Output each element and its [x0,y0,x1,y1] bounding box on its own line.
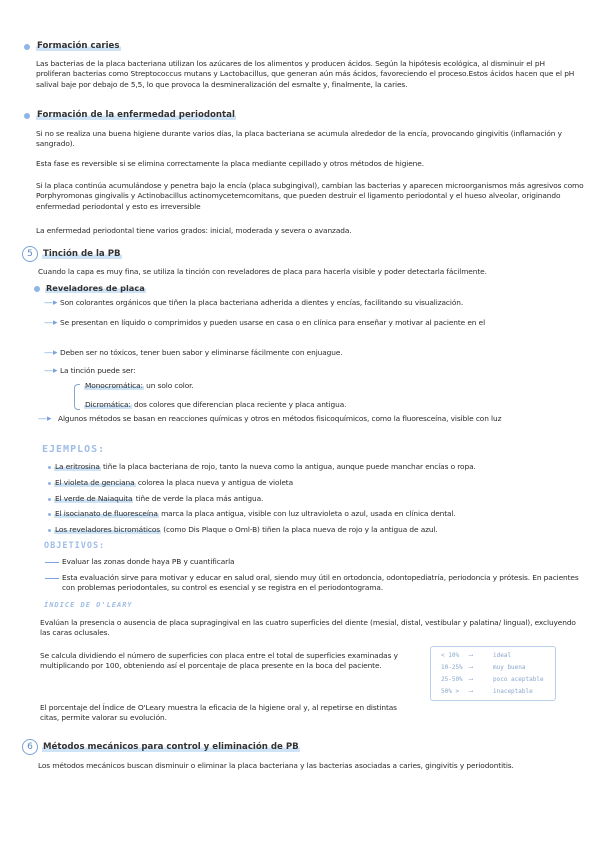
section-title-periodontal: Formación de la enfermedad periodontal [37,110,235,120]
ejemplo-item: Los reveladores bicromáticos (como Dis Plaque o Oml-B) tiñen la placa nueva de rojo y la antigua de azul. [55,525,438,534]
oleary-p2: Se calcula dividiendo el número de superficies con placa entre el total de superficies examinadas y multiplicando por 100, obteniendo así el porcentaje de placa presente en la boca del paciente. [40,651,398,671]
tincion-intro: Cuando la capa es muy fina, se utiliza la tinción con reveladores de placa para hacerla visible y poder detectarla fácilmente. [38,267,487,276]
bullet-dot-icon [24,113,30,119]
dash-icon [45,578,59,579]
periodontal-p1: Si no se realiza una buena higiene durante varios días, la placa bacteriana se acumula alrededor de la encía, provocando gingivitis (inflamación y sangrado). [36,129,562,149]
oleary-heading: ÍNDICE DE O'LEARY [44,601,133,609]
bullet-dot-icon [48,466,51,469]
bullet-dot-icon [48,498,51,501]
reveladores-item: Deben ser no tóxicos, tener buen sabor y eliminarse fácilmente con enjuague. [60,348,343,357]
periodontal-p4: La enfermedad periodontal tiene varios grados: inicial, moderada y severa o avanzada. [36,226,352,235]
scale-label: inaceptable [493,688,533,695]
ejemplo-item: La eritrosina tiñe la placa bacteriana de rojo, tanto la nueva como la antigua, aunque puede manchar encías o ropa. [55,462,476,471]
caries-body: Las bacterias de la placa bacteriana utilizan los azúcares de los alimentos y producen ácidos. Según la hipótesis ecológica, al disminuir el pH proliferan bacterias como Streptococcus mutans y Lactobacillus, que generan aún más ácidos, favoreciendo el proceso.Estos ácidos hacen que el pH salival baje por debajo de 5,5, lo que provoca la desmineralización del esmalte y, finalmente, la caries. [36,59,575,89]
periodontal-p3: Si la placa continúa acumulándose y penetra bajo la encía (placa subgingival), cambian las bacterias y aparecen microorganismos más agresivos como Porphyromonas gingivalis y Actinobacillus actinomycetemcomitans, que pueden destruir el ligamento periodontal y el hueso alveolar, originando enfermedad periodontal y esto es irreversible [36,181,584,211]
arrow-right-icon: ⟶ [469,664,473,671]
tincion-mono: Monocromática: un solo color. [85,381,194,390]
bullet-dot-icon [48,482,51,485]
dash-icon [45,562,59,563]
scale-range: 50% > [441,688,460,695]
subsection-title-reveladores: Reveladores de placa [46,283,145,293]
objetivo-item: Evaluar las zonas donde haya PB y cuantificarla [62,557,235,566]
periodontal-p2: Esta fase es reversible si se elimina correctamente la placa mediante cepillado y otros métodos de higiene. [36,159,424,168]
oleary-scale-box [430,646,556,701]
section-title-caries: Formación caries [37,41,120,51]
ejemplo-item: El verde de Naiaquita tiñe de verde la placa más antigua. [55,494,264,503]
objetivo-item: Esta evaluación sirve para motivar y educar en salud oral, siendo muy útil en ortodoncia, odontopediatría, periodoncia y prótesis. En pacientes con problemas periodontales, su control es esencial y se registra en el periodontograma. [62,573,579,593]
arrow-right-icon: —▸ [44,348,58,358]
scale-range: 25-50% [441,676,463,683]
arrow-right-icon: —▸ [44,298,58,308]
arrow-right-icon: ⟶ [469,652,473,659]
bullet-dot-icon [24,44,30,50]
bullet-dot-icon [48,513,51,516]
section-number-badge: 5 [22,246,38,262]
reveladores-item: Son colorantes orgánicos que tiñen la placa bacteriana adherida a dientes y encías, facilitando su visualización. [60,298,464,307]
scale-label: poco aceptable [493,676,544,683]
arrow-right-icon: —▸ [38,414,52,424]
oleary-p1: Evalúan la presencia o ausencia de placa supragingival en las cuatro superficies del diente (mesial, distal, vestibular y palatina/ lingual), excluyendo las caras oclusales. [40,618,576,638]
reveladores-item: La tinción puede ser: [60,366,136,375]
oleary-p3: El porcentaje del Índice de O'Leary muestra la eficacia de la higiene oral y, al repetirse en distintas citas, permite valorar su evolución. [40,703,397,723]
scale-range: < 10% [441,652,460,659]
ejemplos-heading: EJEMPLOS: [42,444,106,455]
reveladores-item: Se presentan en líquido o comprimidos y pueden usarse en casa o en clínica para enseñar y motivar al paciente en el [60,318,486,327]
scale-range: 10-25% [441,664,463,671]
bullet-dot-icon [34,286,40,292]
metodos-body: Los métodos mecánicos buscan disminuir o eliminar la placa bacteriana y las bacterias asociadas a caries, gingivitis y periodontitis. [38,761,514,770]
section-title-metodos: Métodos mecánicos para control y eliminación de PB [43,742,299,752]
bullet-dot-icon [48,529,51,532]
arrow-right-icon: ⟶ [469,676,473,683]
arrow-right-icon: —▸ [44,318,58,328]
scale-label: muy buena [493,664,526,671]
brace-icon [74,384,80,410]
section-number-badge: 6 [22,739,38,755]
tincion-di: Dicromática: dos colores que diferencian placa reciente y placa antigua. [85,400,347,409]
reveladores-item: Algunos métodos se basan en reacciones químicas y otros en métodos fisicoquímicos, como la fluoresceína, visible con luz [58,414,502,423]
arrow-right-icon: —▸ [44,366,58,376]
objetivos-heading: OBJETIVOS: [44,541,106,551]
arrow-right-icon: ⟶ [469,688,473,695]
section-title-tincion: Tinción de la PB [43,249,121,259]
ejemplo-item: El violeta de genciana colorea la placa nueva y antigua de violeta [55,478,294,487]
ejemplo-item: El isocianato de fluoresceína marca la placa antigua, visible con luz ultravioleta o azul, usada en clínica dental. [55,509,456,518]
scale-label: ideal [493,652,512,659]
